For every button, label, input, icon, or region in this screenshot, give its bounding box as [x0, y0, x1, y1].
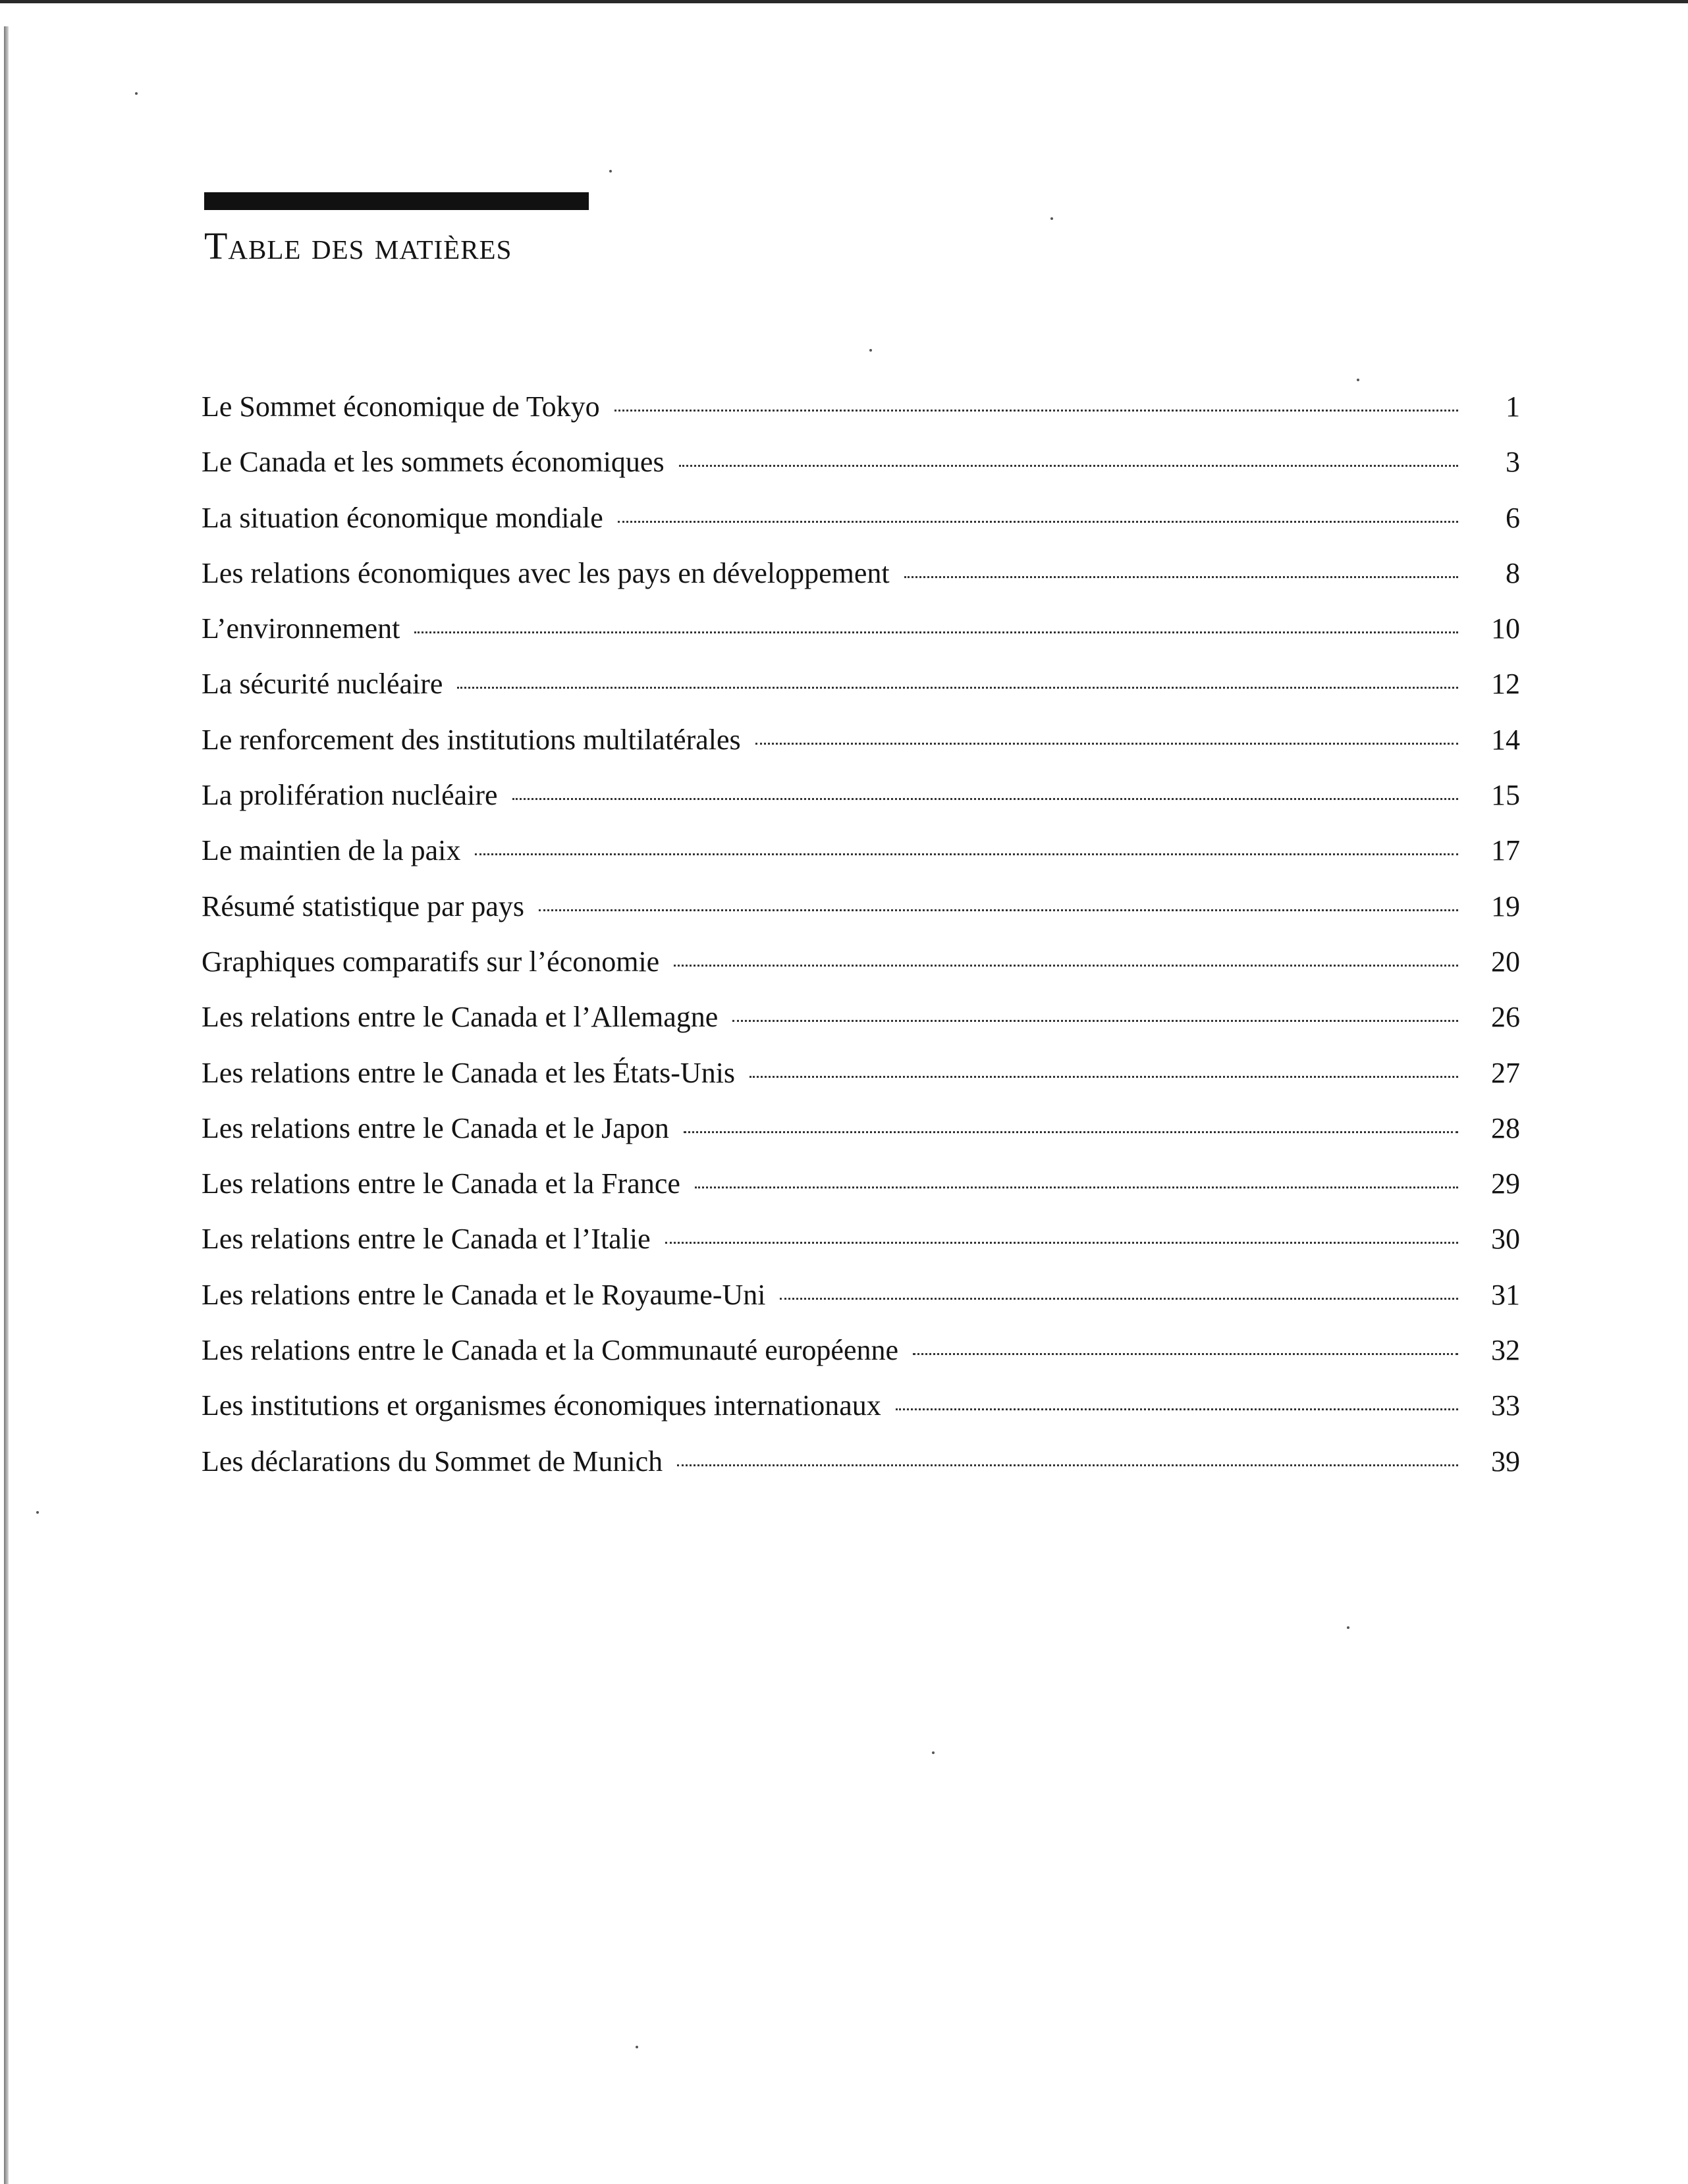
toc-entry-page: 3 — [1506, 446, 1520, 479]
toc-leader-dots — [749, 1076, 1458, 1078]
toc-leader-dots — [780, 1298, 1458, 1300]
toc-leader-dots — [904, 576, 1458, 578]
toc-entry-page: 30 — [1491, 1223, 1520, 1256]
toc-leader-dots — [679, 465, 1458, 467]
toc-entry-page: 32 — [1491, 1334, 1520, 1367]
toc-entry-page: 12 — [1491, 668, 1520, 701]
toc-entry — [202, 1056, 1520, 1114]
toc-entry-title: Les relations entre le Canada et le Japon — [202, 1111, 669, 1144]
toc-entry-page: 27 — [1491, 1056, 1520, 1089]
toc-entry-title: Les relations entre le Canada et les États-Unis — [202, 1056, 736, 1089]
table-of-contents — [202, 392, 1520, 1503]
toc-entry — [202, 1111, 1520, 1169]
scan-speck — [636, 2046, 638, 2048]
toc-entry-page: 26 — [1491, 1001, 1520, 1034]
toc-entry — [202, 892, 1520, 947]
toc-entry-title: Les relations entre le Canada et l’Italie — [202, 1223, 651, 1256]
toc-entry-title: Les relations entre le Canada et le Royaume-Uni — [202, 1278, 766, 1311]
toc-entry-page: 15 — [1491, 779, 1520, 812]
toc-entry-page: 6 — [1506, 501, 1520, 534]
toc-leader-dots — [414, 631, 1458, 633]
toc-entry — [202, 836, 1520, 892]
toc-entry-page: 33 — [1491, 1389, 1520, 1422]
toc-entry-title: Le maintien de la paix — [202, 834, 461, 867]
toc-entry — [202, 501, 1520, 559]
toc-leader-dots — [684, 1131, 1458, 1133]
toc-entry-title: L’environnement — [202, 612, 400, 645]
toc-entry — [202, 1391, 1520, 1447]
toc-leader-dots — [755, 743, 1458, 745]
toc-leader-dots — [677, 1464, 1458, 1466]
toc-entry — [202, 614, 1520, 670]
toc-entry-title: La situation économique mondiale — [202, 501, 603, 534]
toc-entry-title: La sécurité nucléaire — [202, 668, 443, 701]
toc-entry-title: La prolifération nucléaire — [202, 779, 498, 812]
scan-speck — [36, 1511, 39, 1514]
toc-entry-title: Le Canada et les sommets économiques — [202, 446, 665, 479]
toc-entry-page: 1 — [1506, 390, 1520, 423]
toc-entry-title: Résumé statistique par pays — [202, 890, 525, 922]
toc-leader-dots — [896, 1408, 1458, 1410]
toc-entry — [202, 723, 1520, 781]
toc-entry — [202, 947, 1520, 1003]
scan-speck — [609, 170, 612, 173]
toc-leader-dots — [539, 909, 1458, 911]
toc-leader-dots — [913, 1353, 1458, 1355]
toc-entry — [202, 670, 1520, 725]
heading-bar — [204, 192, 589, 210]
scan-speck — [1347, 1626, 1349, 1629]
scan-speck — [1050, 217, 1053, 220]
toc-entry-page: 17 — [1491, 834, 1520, 867]
toc-entry-title: Les relations économiques avec les pays en développement — [202, 556, 890, 589]
toc-entry-page: 10 — [1491, 612, 1520, 645]
toc-entry — [202, 556, 1520, 614]
scan-left-edge — [4, 26, 9, 2184]
toc-entry-page: 14 — [1491, 723, 1520, 756]
toc-entry — [202, 1003, 1520, 1058]
toc-entry — [202, 1225, 1520, 1280]
toc-leader-dots — [614, 410, 1458, 412]
page-title: Table des matières — [204, 225, 512, 267]
toc-leader-dots — [618, 521, 1458, 523]
toc-entry-page: 8 — [1506, 556, 1520, 589]
toc-leader-dots — [457, 687, 1458, 689]
toc-entry-page: 20 — [1491, 945, 1520, 978]
toc-entry-title: Les relations entre le Canada et la France — [202, 1167, 680, 1200]
toc-entry-page: 29 — [1491, 1167, 1520, 1200]
toc-entry-page: 28 — [1491, 1111, 1520, 1144]
toc-entry — [202, 1169, 1520, 1225]
toc-entry-title: Graphiques comparatifs sur l’économie — [202, 945, 660, 978]
scan-speck — [135, 92, 138, 95]
toc-entry-title: Les relations entre le Canada et la Communauté européenne — [202, 1334, 899, 1367]
toc-entry — [202, 1278, 1520, 1336]
toc-leader-dots — [695, 1186, 1458, 1188]
toc-entry-title: Les relations entre le Canada et l’Allemagne — [202, 1001, 719, 1034]
toc-entry — [202, 448, 1520, 503]
toc-entry-page: 19 — [1491, 890, 1520, 922]
toc-entry — [202, 392, 1520, 448]
toc-entry-title: Le Sommet économique de Tokyo — [202, 390, 600, 423]
scan-speck — [1357, 379, 1359, 381]
scan-speck — [869, 349, 872, 352]
toc-entry — [202, 1447, 1520, 1503]
toc-leader-dots — [674, 965, 1458, 967]
toc-leader-dots — [732, 1020, 1458, 1022]
toc-leader-dots — [475, 853, 1458, 855]
toc-entry-page: 39 — [1491, 1445, 1520, 1478]
toc-leader-dots — [665, 1242, 1458, 1244]
toc-entry-title: Les institutions et organismes économiques internationaux — [202, 1389, 881, 1422]
page-top-rule — [0, 0, 1688, 3]
toc-entry-title: Le renforcement des institutions multilatérales — [202, 723, 741, 756]
toc-entry-title: Les déclarations du Sommet de Munich — [202, 1445, 663, 1478]
toc-entry — [202, 1336, 1520, 1391]
toc-leader-dots — [512, 798, 1458, 800]
toc-entry-page: 31 — [1491, 1278, 1520, 1311]
toc-entry — [202, 781, 1520, 836]
scan-speck — [932, 1751, 935, 1754]
